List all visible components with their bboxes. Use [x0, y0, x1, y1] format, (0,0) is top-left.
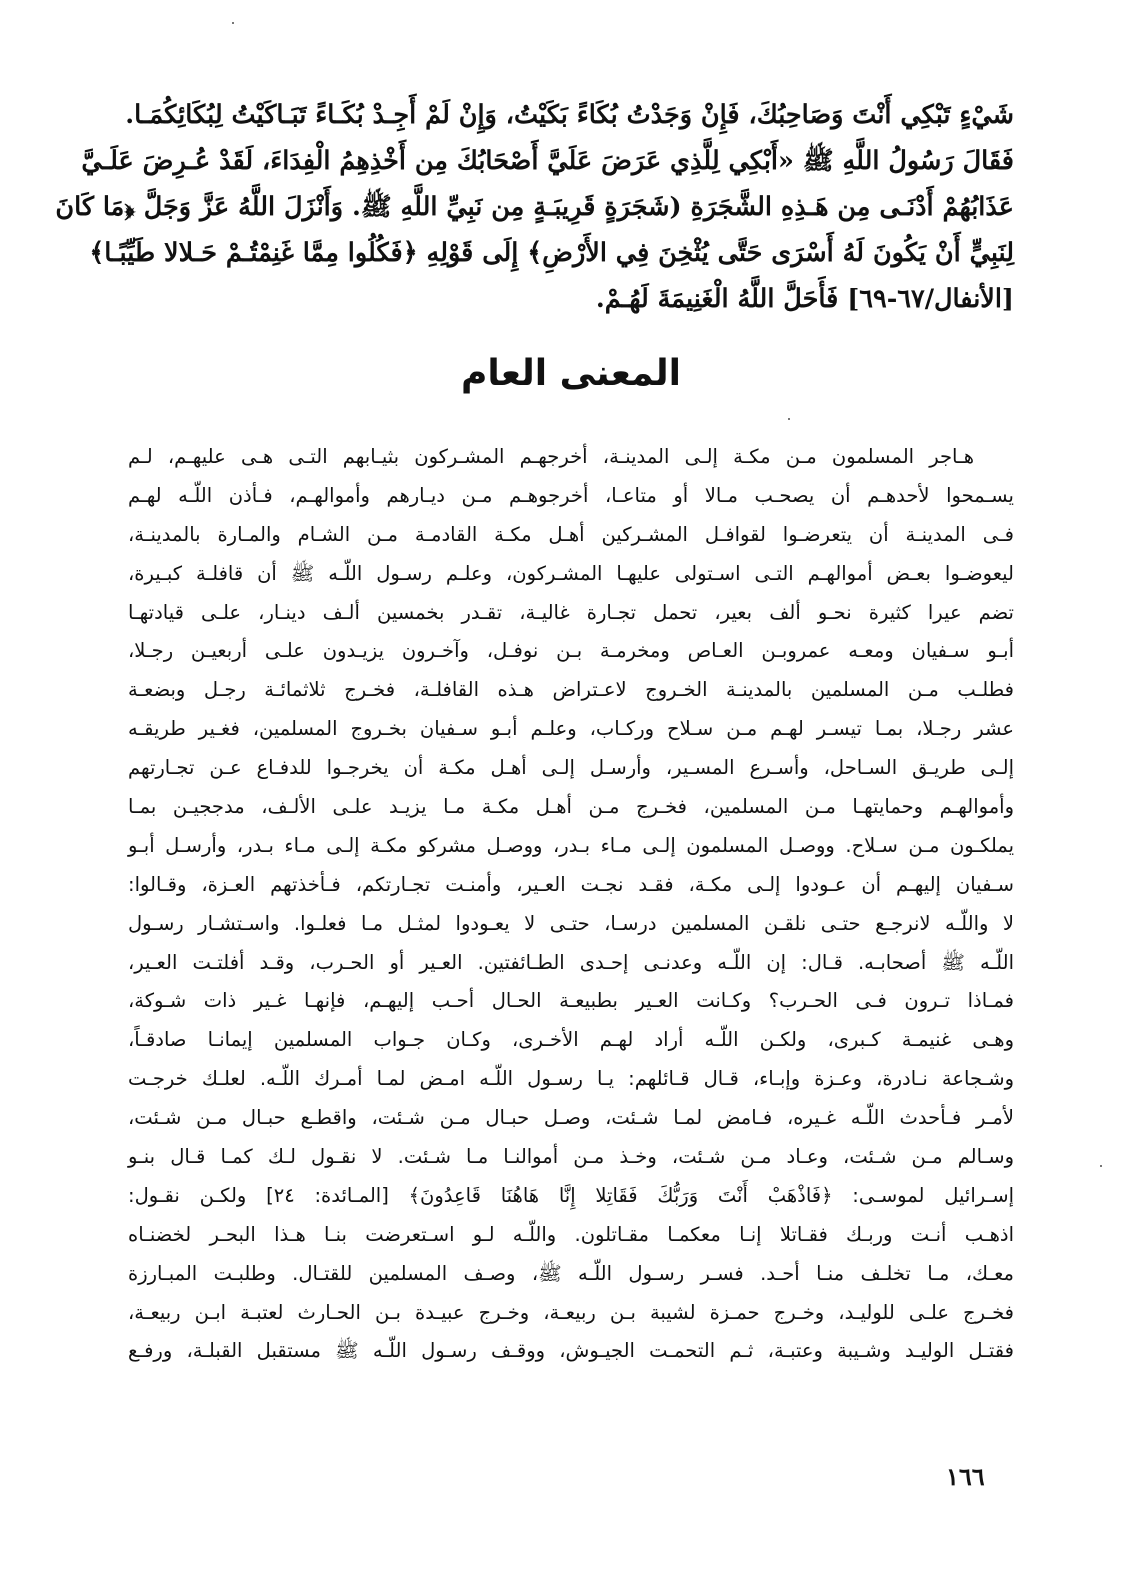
section-heading: المعنى العام	[460, 353, 682, 394]
body-line: وشـجاعة نـادرة، وعـزة وإبـاء، قـال قـائلهم: يـا رسـول اللّـه امـض لمـا أمـرك اللّـه. لعلـك خرجـت	[128, 1067, 1014, 1091]
scan-speck	[1100, 1165, 1102, 1167]
body-line: فـى المدينـة أن يتعرضـوا لقوافـل المشـركين أهـل مكـة القادمـة مـن الشـام والمـارة بالمدينـة،	[128, 522, 1014, 546]
body-line: إسـرائيل لموسـى: ﴿فَاذْهَبْ أَنْتَ وَرَبُّكَ فَقَاتِلا إِنَّا هَاهُنَا قَاعِدُونَ﴾ [المـائدة: ٢٤] ولكـن نقـول:	[128, 1183, 1014, 1207]
body-line: يسـمحوا لأحدهـم أن يصحـب مـالا أو متاعـا، أخرجوهـم مـن ديـارهم وأموالهـم، فـأذن اللّـه لهـم	[128, 483, 1014, 507]
body-line: لا واللّـه لانرجـع حتـى نلقـن المسلمين درسـا، حتـى لا يعـودوا لمثـل مـا فعلـوا. واسـتشـار رسـول	[128, 911, 1014, 935]
body-line: سـفيان إليهـم أن عـودوا إلـى مكـة، فقـد نجـت العـير، وأمنـت تجـارتكم، فـأخذتهم العـزة، وقـالوا:	[128, 872, 1014, 896]
body-line: فمـاذا تـرون فـى الحـرب؟ وكـانت العـير بطبيعـة الحـال أحـب إليهـم، فإنهـا غـير ذات شـوكة،	[128, 989, 1014, 1013]
body-line: ليعوضـوا بعـض أموالهـم التـى اسـتولى عليهـا المشـركون، وعلـم رسـول اللّـه ﷺ أن قافلـة كبـيرة،	[128, 561, 1014, 585]
quote-line: فَقَالَ رَسُولُ اللَّهِ ﷺ «أَبْكِي لِلَّذِي عَرَضَ عَلَيَّ أَصْحَابُكَ مِن أَخْذِهِمُ الْفِدَاءَ، لَقَدْ عُـرِضَ عَلَـيَّ	[81, 146, 1014, 176]
body-line: فقتـل الوليـد وشـيبة وعتبـة، ثـم التحمـت الجيـوش، ووقـف رسـول اللّـه ﷺ مستقبل القبلـة، ورفـع	[128, 1339, 1014, 1363]
section-body	[128, 438, 1014, 1371]
body-line: لأمـر فـأحدث اللّـه غـيره، فـامض لمـا شـئت، وصـل حبـال مـن شـئت، واقطـع حبـال مـن شـئت،	[128, 1106, 1014, 1130]
scan-speck	[788, 418, 790, 420]
body-line: إلـى طريـق السـاحل، وأسـرع المسـير، وأرسـل إلـى أهـل مكـة أن يخرجـوا للدفـاع عـن تجـارتهم	[128, 756, 1014, 780]
body-line: اللّـه ﷺ أصحابـه. قـال: إن اللّـه وعدنـى إحـدى الطـائفتين. العـير أو الحـرب، وقـد أفلتـت العـير،	[128, 950, 1014, 974]
body-line: وسـالم مـن شـئت، وعـاد مـن شـئت، وخـذ مـن أموالنـا مـا شـئت. لا نقـول لـك كمـا قـال بنـو	[128, 1145, 1014, 1169]
body-line: هـاجر المسلمون مـن مكـة إلـى المدينـة، أخرجهـم المشـركون بثيـابهم التـى هـى عليهـم، لـم	[128, 445, 974, 468]
body-line: اذهـب أنـت وربـك فقـاتلا إنـا معكمـا مقـاتلون. واللّـه لـو اسـتعرضت بنـا هـذا البحـر لخضنـاه	[128, 1222, 1014, 1246]
quote-line: شَيْءٍ تَبْكِي أَنْتَ وَصَاحِبُكَ، فَإِنْ وَجَدْتُ بُكَاءً بَكَيْتُ، وَإِنْ لَمْ أَجِـدْ بُكَـاءً تَبَـاكَيْتُ لِبُكَائِكُمَـا.	[125, 100, 1014, 130]
page-number: ١٦٦	[946, 1462, 985, 1491]
body-line: معـك، مـا تخلـف منـا أحـد. فسـر رسـول اللّـه ﷺ، وصـف المسلمين للقتـال. وطلبـت المبـارزة	[128, 1261, 1014, 1285]
quote-line: عَذَابُهُمْ أَدْنَـى مِن هَـذِهِ الشَّجَرَةِ (شَجَرَةٍ قَرِيبَـةٍ مِن نَبِيِّ اللَّهِ ﷺ. وَأَنْزَلَ اللَّهُ عَزَّ وَجَلَّ ﴿مَا كَانَ	[55, 192, 1014, 222]
body-line: أبـو سـفيان ومعـه عمروبـن العـاص ومخرمـة بـن نوفـل، وآخـرون يزيـدون علـى أربعيـن رجـلا،	[128, 639, 1014, 663]
body-line: فطلـب مـن المسلمين بالمدينـة الخـروج لاعـتراض هـذه القافلـة، فخـرج ثلاثمائـة رجـل وبضعـة	[128, 678, 1014, 702]
body-line: وهـى غنيمـة كـبرى، ولكـن اللّـه أراد لهـم الأخـرى، وكـان جـواب المسلمين إيمانـا صادقـاً،	[128, 1028, 1014, 1052]
body-line: عشر رجـلا، بمـا تيسـر لهـم مـن سـلاح وركـاب، وعلـم أبـو سـفيان بخـروج المسلمين، فغـير طريقـه	[128, 717, 1014, 741]
scan-speck	[232, 22, 234, 24]
body-line: تضم عيرا كثيرة نحـو ألف بعير، تحمل تجـارة غاليـة، تقـدر بخمسين ألـف دينـار، علـى قيادتهـا	[128, 600, 1014, 624]
quote-line: [الأنفال/٦٧-٦٩] فَأَحَلَّ اللَّهُ الْغَنِيمَةَ لَهُـمْ.	[595, 284, 1014, 314]
body-line: وأموالهـم وحمايتهـا مـن المسلمين، فخـرج مـن أهـل مكـة مـا يزيـد علـى الألـف، مدججيـن بمـا	[128, 795, 1014, 819]
book-page	[55, 92, 1014, 1371]
body-line: فخـرج علـى للوليـد، وخـرج حمـزة لشيبة بـن ربيعـة، وخـرج عبيـدة بـن الحـارث لعتبـة ابـن ربيعـة،	[128, 1300, 1014, 1324]
body-line: يملكـون مـن سـلاح. ووصـل المسلمون إلـى مـاء بـدر، ووصـل مشركو مكـة إلـى مـاء بـدر، وأرسـل أبـو	[128, 833, 1014, 857]
hadith-quote-block	[55, 92, 1014, 322]
quote-line: لِنَبِيٍّ أَنْ يَكُونَ لَهُ أَسْرَى حَتَّى يُثْخِنَ فِي الأَرْضِ﴾ إِلَى قَوْلِهِ ﴿فَكُلُوا مِمَّا غَنِمْتُـمْ حَـلالا طَيِّبًـا﴾	[89, 238, 1014, 268]
